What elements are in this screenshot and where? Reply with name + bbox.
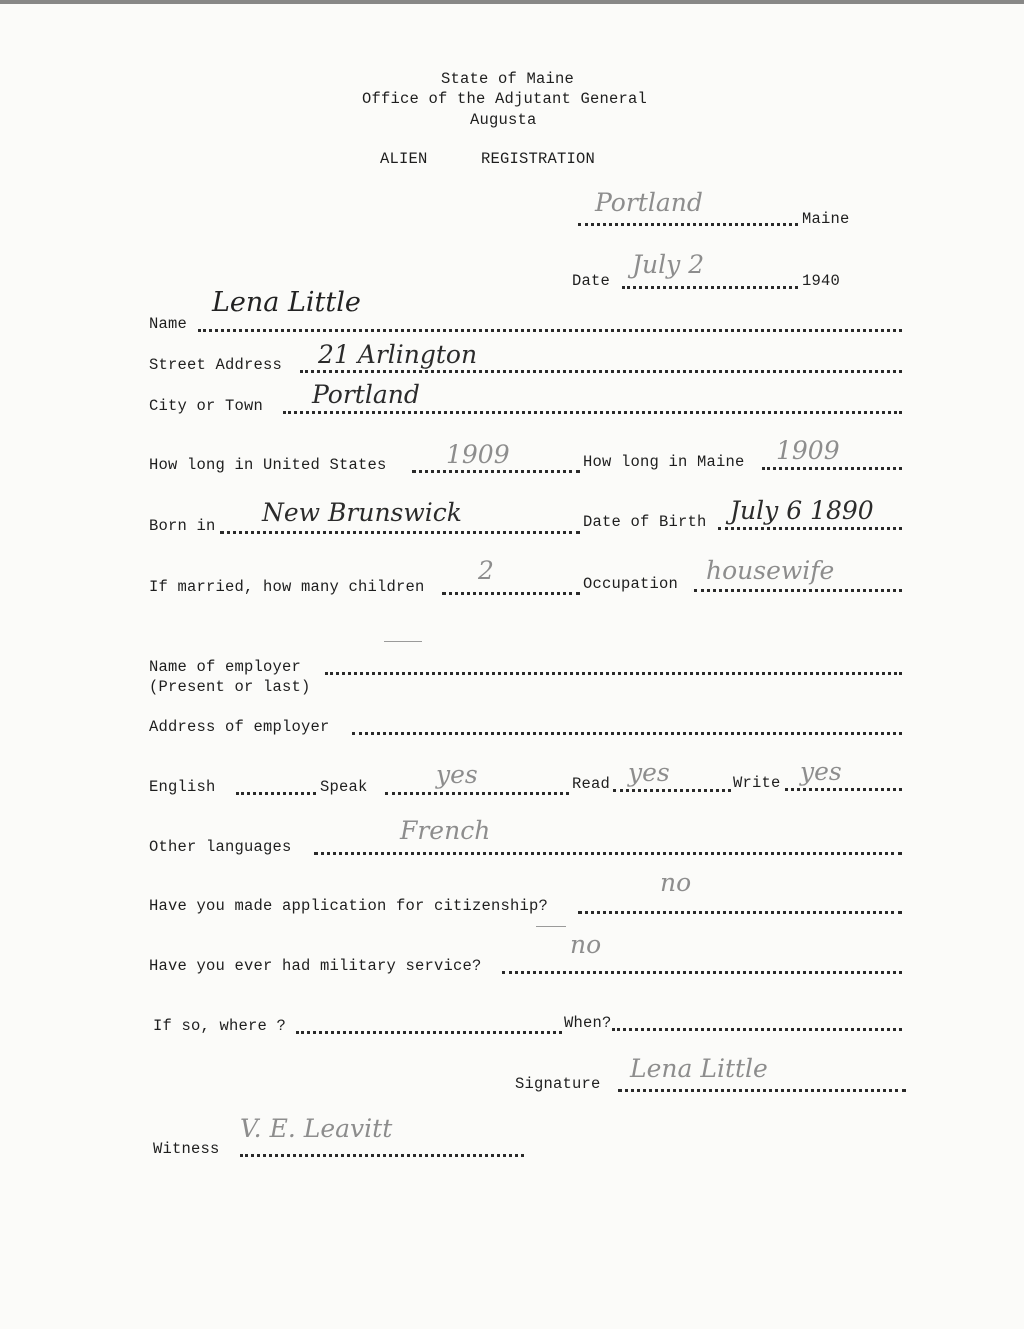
speak-label: Speak [320, 778, 368, 796]
born-in-label: Born in [149, 517, 216, 535]
how-long-us-dots [412, 470, 580, 473]
street-value: 21 Arlington [318, 340, 478, 369]
employer-label: Name of employer [149, 658, 302, 676]
speak-value: yes [436, 760, 478, 789]
witness-label: Witness [153, 1140, 220, 1158]
header-city: Augusta [470, 111, 537, 129]
header-office: Office of the Adjutant General [362, 90, 648, 108]
place-value: Portland [595, 188, 703, 217]
employer-address-dots [352, 732, 902, 735]
other-languages-dots [314, 852, 902, 855]
street-dots [300, 370, 902, 373]
occupation-label: Occupation [583, 575, 679, 593]
date-dots [622, 286, 798, 289]
street-label: Street Address [149, 356, 283, 374]
read-label: Read [572, 775, 611, 793]
occupation-dots [694, 589, 902, 592]
how-long-us-value: 1909 [446, 440, 510, 469]
how-long-maine-value: 1909 [776, 436, 840, 465]
signature-value: Lena Little [630, 1054, 768, 1083]
dob-dots [718, 527, 902, 530]
city-dots [283, 411, 902, 414]
where-label: If so, where ? [153, 1017, 287, 1035]
english-dots [236, 792, 316, 795]
employer-sublabel: (Present or last) [149, 678, 311, 696]
citizenship-value: no [660, 868, 692, 897]
born-in-dots [220, 531, 580, 534]
pencil-mark-2 [536, 926, 566, 927]
how-long-us-label: How long in United States [149, 456, 387, 474]
where-dots [296, 1031, 562, 1034]
title-alien: ALIEN [380, 150, 428, 168]
signature-dots [618, 1089, 906, 1092]
military-value: no [570, 930, 602, 959]
city-value: Portland [312, 380, 420, 409]
how-long-maine-dots [762, 467, 902, 470]
other-languages-value: French [400, 816, 491, 845]
employer-dots [325, 672, 902, 675]
other-languages-label: Other languages [149, 838, 292, 856]
how-long-maine-label: How long in Maine [583, 453, 745, 471]
date-label: Date [572, 272, 611, 290]
citizenship-label: Have you made application for citizenship? [149, 897, 549, 915]
header-state: State of Maine [441, 70, 575, 88]
witness-dots [240, 1154, 524, 1157]
place-dots [578, 223, 798, 226]
children-value: 2 [478, 556, 494, 585]
date-year: 1940 [802, 272, 841, 290]
read-value: yes [628, 758, 670, 787]
dob-value: July 6 1890 [730, 496, 874, 525]
occupation-value: housewife [706, 556, 835, 585]
city-label: City or Town [149, 397, 264, 415]
witness-value: V. E. Leavitt [240, 1114, 393, 1143]
english-label: English [149, 778, 216, 796]
date-value: July 2 [632, 250, 705, 279]
title-registration: REGISTRATION [481, 150, 596, 168]
military-dots [502, 971, 902, 974]
born-in-value: New Brunswick [262, 498, 462, 527]
speak-dots [385, 792, 569, 795]
pencil-mark [384, 641, 422, 642]
name-label: Name [149, 315, 188, 333]
write-dots [785, 788, 902, 791]
read-dots [613, 789, 731, 792]
children-dots [442, 592, 580, 595]
employer-address-label: Address of employer [149, 718, 330, 736]
when-label: When? [564, 1014, 612, 1032]
when-dots [612, 1028, 902, 1031]
citizenship-dots [578, 911, 902, 914]
military-label: Have you ever had military service? [149, 957, 482, 975]
signature-label: Signature [515, 1075, 601, 1093]
name-dots [198, 329, 902, 332]
place-suffix: Maine [802, 210, 850, 228]
scan-edge [0, 0, 1024, 4]
name-value: Lena Little [212, 287, 361, 318]
write-value: yes [800, 757, 842, 786]
children-label: If married, how many children [149, 578, 425, 596]
dob-label: Date of Birth [583, 513, 707, 531]
write-label: Write [733, 774, 781, 792]
